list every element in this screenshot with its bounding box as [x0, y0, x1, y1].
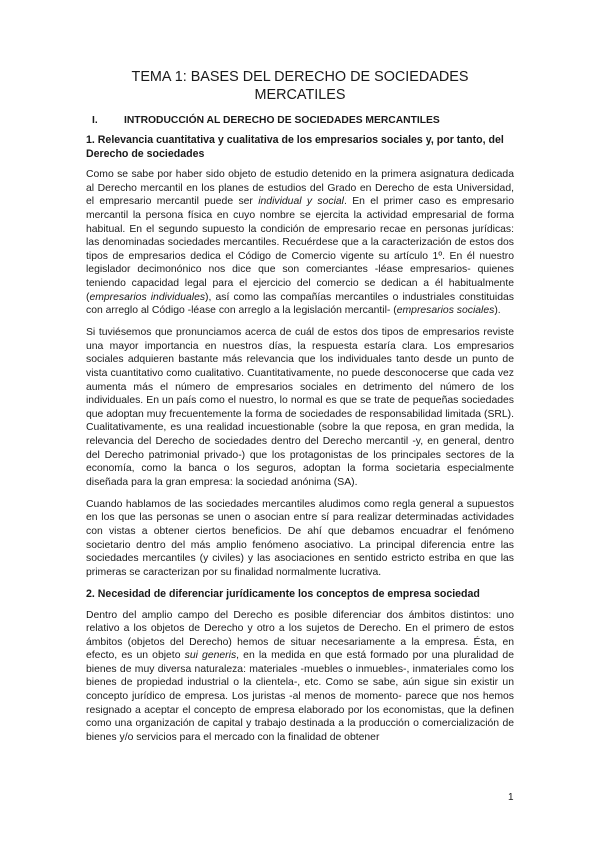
document-title: TEMA 1: BASES DEL DERECHO DE SOCIEDADES MERCATILES — [131, 69, 469, 103]
text-run: ), así como las compañías mercantiles o industriales constituidas con arreglo al Código -léase con arreglo a la legislación mercantil- ( — [86, 291, 514, 317]
subsection-1-heading: 1. Relevancia cuantitativa y cualitativa de los empresarios sociales y, por tanto, del Derecho de sociedades — [86, 134, 504, 160]
italic-term: empresarios sociales — [396, 305, 495, 317]
text-run: Dentro del amplio campo del Derecho es posible diferenciar dos ámbitos distintos: uno relativo a los objetos de Derecho y otro a los sujetos de Derecho. En el primero de estos ámbitos (objetos del Derecho) hemos de situar necesariamente a la empresa. Ésta, en efecto, es un objeto — [86, 609, 514, 662]
section-number: I. — [92, 115, 98, 126]
text-run: ). — [494, 305, 501, 317]
subsection-2-paragraph-1 — [86, 609, 514, 745]
page-content — [86, 68, 514, 753]
text-run: Como se sabe por haber sido objeto de estudio detenido en la primera asignatura dedicada al Derecho mercantil en los planes de estudios del Grado en Derecho de esta Universidad, el empresario mercantil puede ser — [86, 169, 514, 208]
section-heading — [86, 114, 514, 127]
italic-term: sui generis — [184, 650, 237, 662]
text-run: , en la medida en que está formado por una pluralidad de bienes de muy diversa naturaleza: materiales -muebles o inmuebles-, inmateriales como los bienes de propiedad industrial o la clientela-, etc. Como se sabe, aún sigue sin existir un concepto jurídico de empresa. Los juristas -al menos de momento- parece que nos hemos resignado a aceptar el concepto de empresa elaborado por los economistas, que la definen como una organización de capital y trabajo destinada a la producción o comercialización de bienes y/o servicios para el mercado con la finalidad de obtener — [86, 650, 514, 743]
page-number: 1 — [508, 792, 514, 803]
text-run: . En el primer caso es empresario mercantil la persona física en cuyo nombre se ejercita la actividad empresarial de forma habitual. En el segundo supuesto la condición de empresario recae en personas jurídicas: las denominadas sociedades mercantiles. Recuérdese que a la caracterización de estos dos tipos de empresarios dedica el Código de Comercio vigente su artículo 1º. En él nuestro legislador decimonónico nos dice que son comerciantes -léase empresarios- quienes teniendo capacidad legal para el ejercicio del comercio se dedican a él habitualmente ( — [86, 196, 515, 303]
italic-term: empresarios individuales — [89, 291, 206, 303]
italic-term: individual y social — [258, 196, 344, 208]
subsection-2-heading: 2. Necesidad de diferenciar jurídicamente los conceptos de empresa sociedad — [86, 587, 480, 600]
subsection-1-paragraph-1 — [86, 168, 514, 318]
section-title: INTRODUCCIÓN AL DERECHO DE SOCIEDADES MERCANTILES — [124, 115, 440, 126]
subsection-1-paragraph-2: Si tuviésemos que pronunciamos acerca de cuál de estos dos tipos de empresarios reviste una mayor importancia en nuestros días, la respuesta estaría clara. Los empresarios sociales adquieren bastante más relevancia que los individuales tanto desde un punto de vista cuantitativo como cualitativo. Cuantitativamente, no puede desconocerse que cada vez aumenta más el número de empresarios sociales en detrimento del número de los individuales. En un país como el nuestro, lo normal es que se trate de pequeñas sociedades que adoptan muy frecuentemente la forma de sociedades de responsabilidad limitada (SRL). Cualitativamente, es una realidad incuestionable (sobre la que reposa, en gran medida, la relevancia del Derecho de sociedades dentro del Derecho mercantil -y, en general, dentro del Derecho patrimonial privado-) que los protagonistas de los principales sectores de la economía, como la banca o los seguros, adoptan la forma societaria especialmente diseñada para la gran empresa: la sociedad anónima (SA). — [86, 327, 514, 488]
subsection-1-paragraph-3: Cuando hablamos de las sociedades mercantiles aludimos como regla general a supuestos en los que las personas se unen o asocian entre sí para realizar determinadas actividades con vistas a obtener ciertos beneficios. De ahí que debamos encuadrar el fenómeno societario dentro del más amplio fenómeno asociativo. La principal diferencia entre las sociedades mercantiles (y civiles) y las asociaciones en sentido estricto estriba en que las primeras se caracterizan por su finalidad normalmente lucrativa. — [86, 498, 514, 578]
